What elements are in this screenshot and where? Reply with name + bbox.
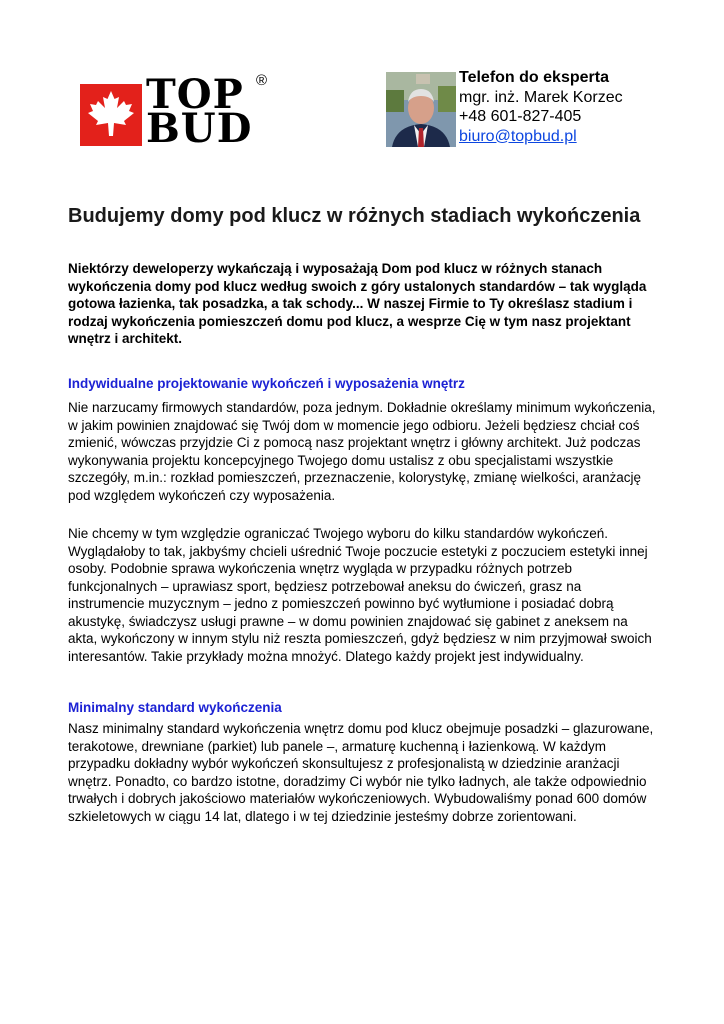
expert-name: mgr. inż. Marek Korzec	[459, 88, 623, 106]
logo-line-bud: BUD	[146, 105, 253, 152]
contact-block	[459, 68, 623, 146]
page-title: Budujemy domy pod klucz w różnych stadiach wykończenia	[68, 205, 641, 227]
section-heading-individual-design: Indywidualne projektowanie wykończeń i wyposażenia wnętrz	[68, 376, 465, 391]
paragraph-no-standards: Nie chcemy w tym względzie ograniczać Twojego wyboru do kilku standardów wykończeń. Wyglądałoby to tak, jakbyśmy chcieli uśrednić Twoje poczucie estetyki z poczuciem estetyki innej osoby. Podobnie sprawa wykończenia wnętrz wygląda w przypadku różnych potrzeb funkcjonalnych – uprawiasz sport, będziesz potrzebował aneksu do ćwiczeń, grasz na instrumencie muzycznym – jedno z pomieszczeń powinno być wytłumione i posiadać dobrą akustykę, świadczysz usługi prawne – w domu powinien znajdować się gabinet z aneksem na akta, wykończony w innym stylu niż reszta pomieszczeń, gdyż będziesz w nim przyjmował swoich interesantów. Takie przykłady można mnożyć. Dlatego każdy projekt jest indywidualny.	[68, 526, 652, 664]
registered-mark: ®	[256, 72, 268, 89]
section-heading-minimal-standard: Minimalny standard wykończenia	[68, 700, 282, 715]
contact-title: Telefon do eksperta	[459, 69, 609, 86]
paragraph-minimum-finish: Nie narzucamy firmowych standardów, poza jednym. Dokładnie określamy minimum wykończenia, w jakim powinien znajdować się Twój dom w momencie jego odbioru. Jeżeli będziesz chciał coś zmienić, wówczas przyjdzie Ci z pomocą nasz projektant wnętrz i główny architekt. Już podczas wykonywania projektu koncepcyjnego Twojego domu ustalisz z obu specjalistami wszystkie szczegóły, m.in.: rozkład pomieszczeń, przeznaczenie, kolorystykę, zmianę wielkości, aranżację pod względem wykończeń czy wyposażenia.	[68, 400, 656, 503]
logo-line-top: TOP	[146, 71, 244, 118]
intro-paragraph: Niektórzy deweloperzy wykańczają i wyposażają Dom pod klucz w różnych stanach wykończenia domy pod klucz według swoich z góry ustalonych standardów – tak wygląda gotowa łazienka, tak posadzka, a tak schody... W naszej Firmie to Ty określasz stadium i rodzaj wykończenia pomieszczeń domu pod klucz, a wesprze Cię w tym nasz projektant wnętrz i architekt.	[68, 261, 647, 346]
paragraph-minimal-standard: Nasz minimalny standard wykończenia wnętrz domu pod klucz obejmuje posadzki – glazurowane, terakotowe, drewniane (parkiet) lub panele –, armaturę kuchenną i łazienkową. W każdym przypadku dokładny wybór wykończeń skonsultujesz z profesjonalistą w dziedzinie aranżacji wnętrz. Ponadto, co bardzo istotne, doradzimy Ci wybór nie tylko ładnych, ale także odpowiednio trwałych i dobrych jakościowo materiałów wykończeniowych. Wybudowaliśmy ponad 600 domów szkieletowych w ciągu 14 lat, dlatego i w tej dziedzinie jesteśmy dobrze zorientowani.	[68, 721, 654, 824]
phone-number[interactable]: +48 601-827-405	[459, 108, 582, 125]
expert-photo	[386, 72, 456, 147]
maple-leaf-icon	[80, 84, 142, 146]
company-logo	[80, 71, 270, 152]
email-link[interactable]: biuro@topbud.pl	[459, 127, 577, 145]
logo-wordmark	[146, 71, 253, 152]
